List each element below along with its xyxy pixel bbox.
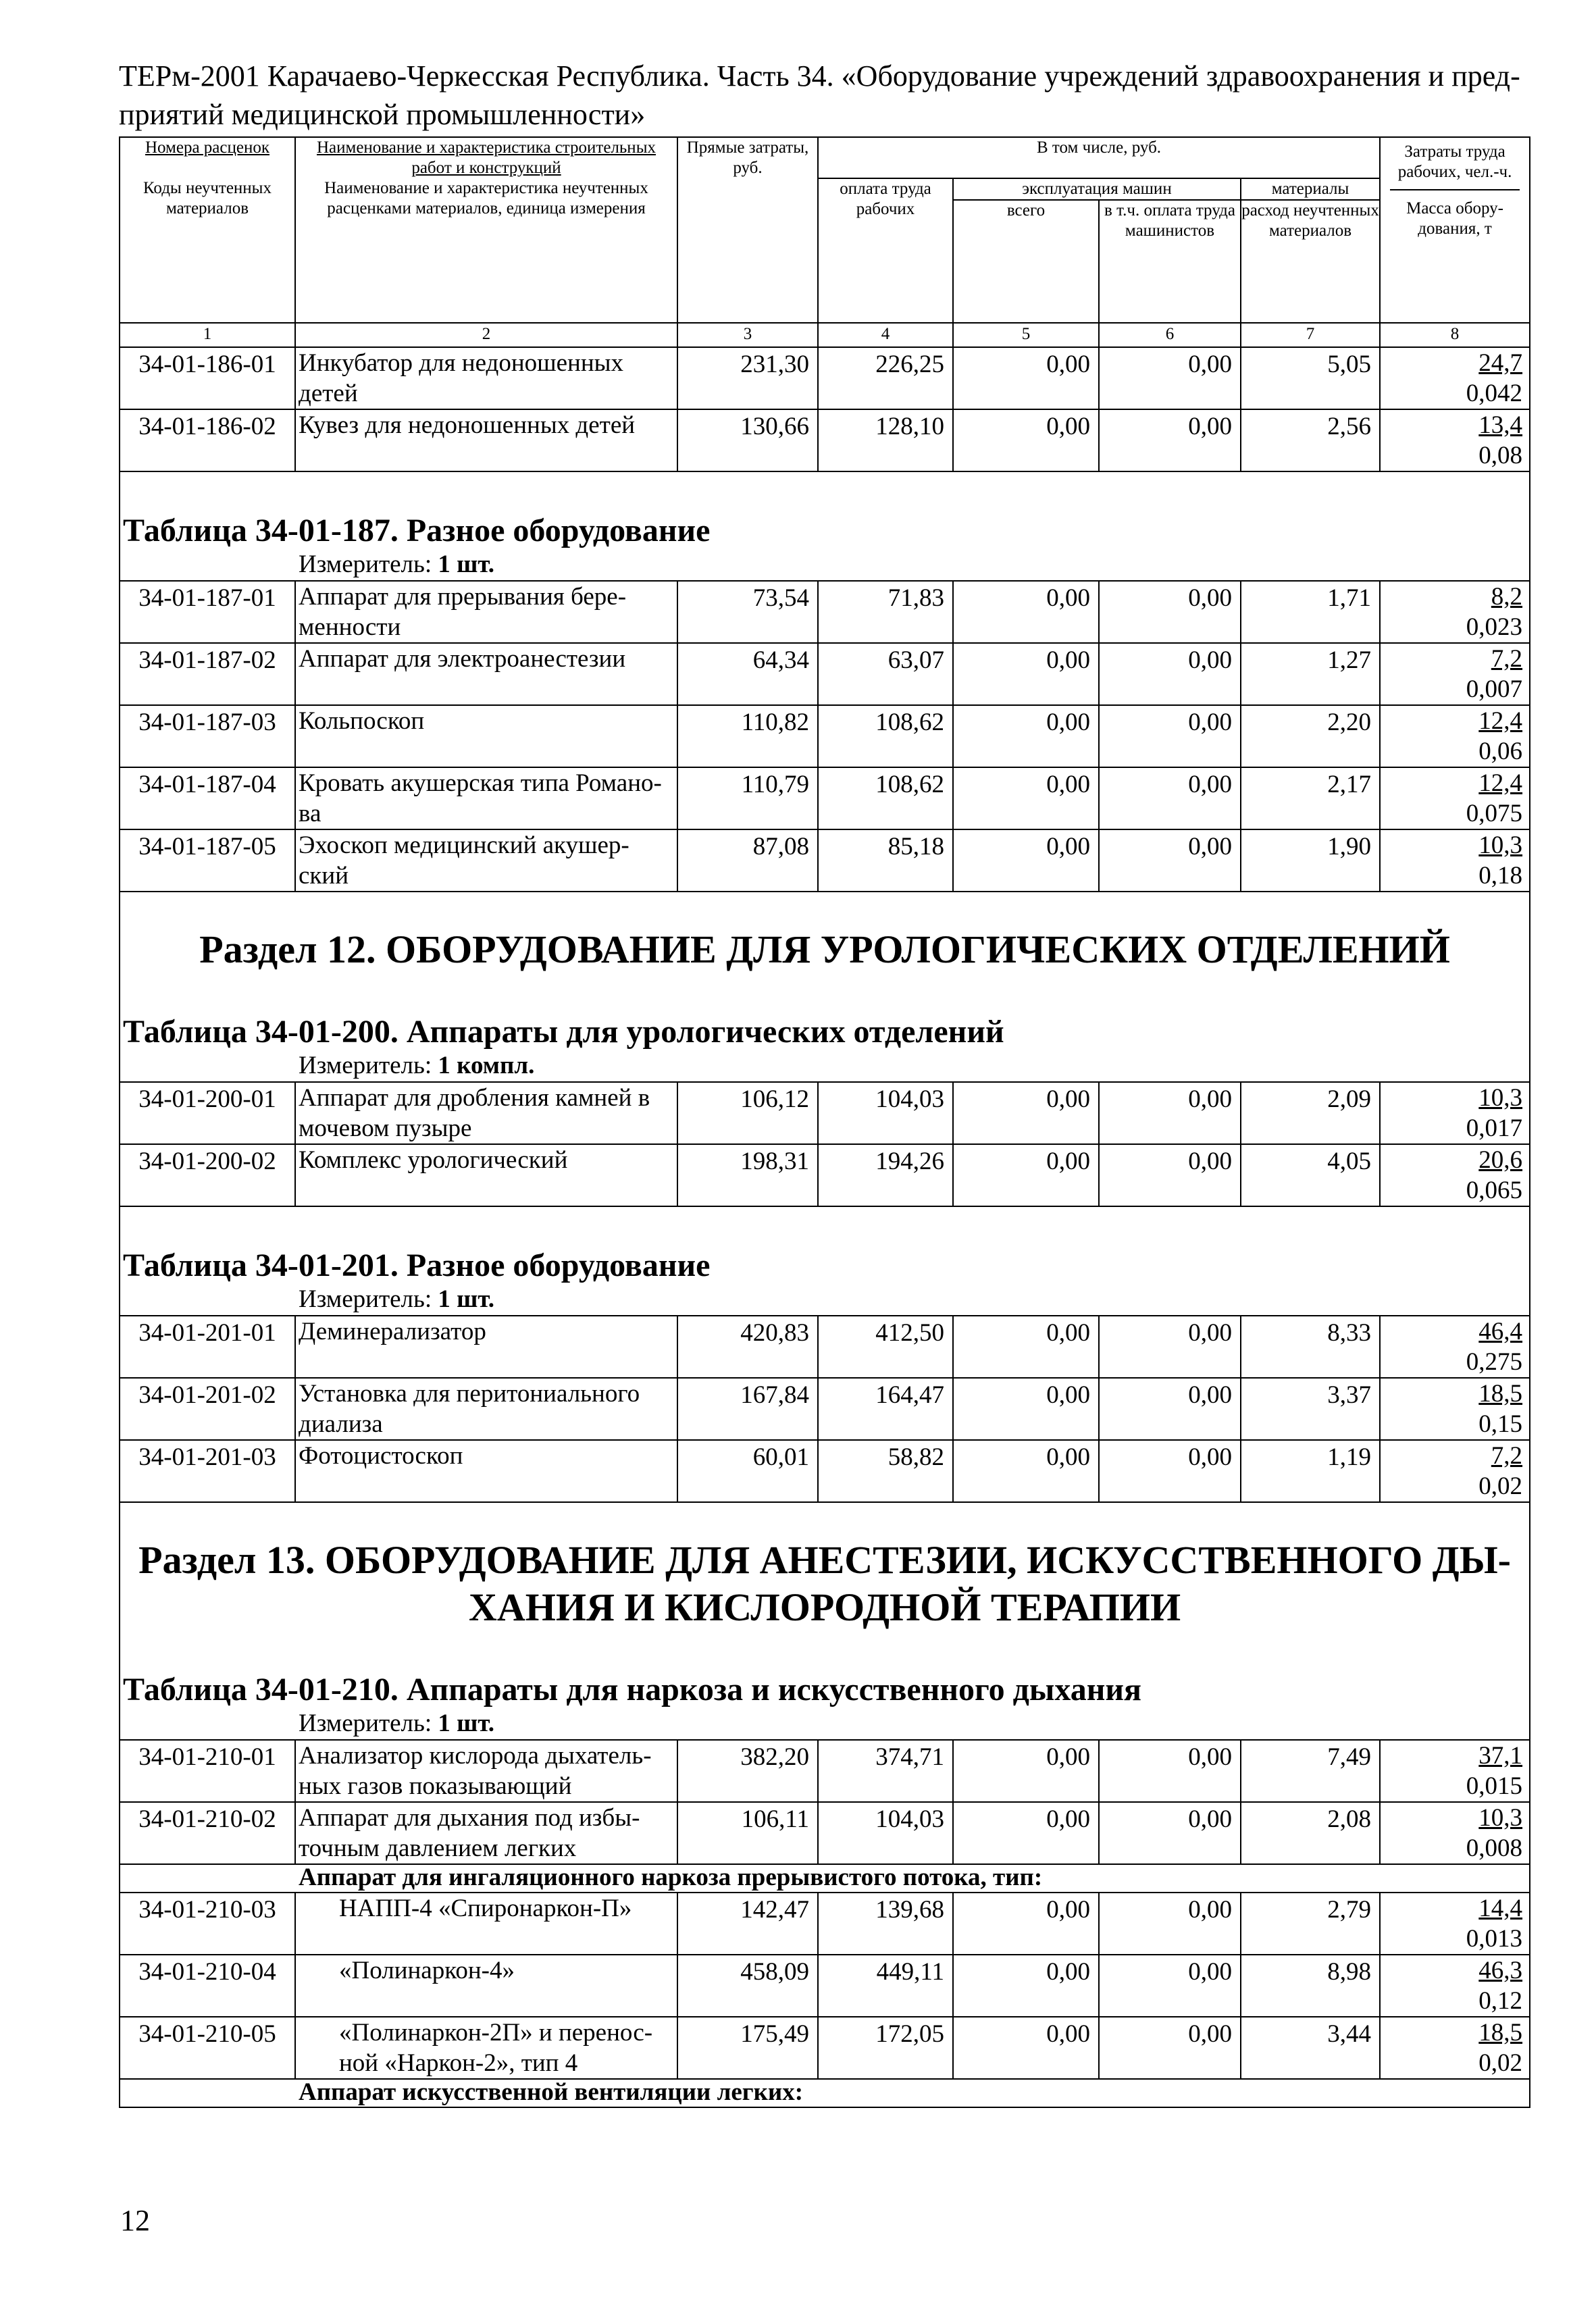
labor-pay: 172,05 xyxy=(818,2017,953,2079)
labor-mass-cell xyxy=(1380,829,1530,892)
labor-mass-cell xyxy=(1380,643,1530,705)
labor-costs: 20,6 xyxy=(1478,1146,1523,1174)
labor-pay: 108,62 xyxy=(818,767,953,829)
column-number: 7 xyxy=(1241,323,1380,347)
machine-labor: 0,00 xyxy=(1099,1740,1241,1802)
machine-labor: 0,00 xyxy=(1099,767,1241,829)
machine-labor: 0,00 xyxy=(1099,1955,1241,2017)
section-title-cell xyxy=(120,892,1530,973)
labor-costs: 18,5 xyxy=(1478,2019,1523,2047)
labor-pay: 164,47 xyxy=(818,1378,953,1440)
rate-code: 34-01-187-05 xyxy=(120,829,295,892)
labor-pay: 374,71 xyxy=(818,1740,953,1802)
column-number: 5 xyxy=(953,323,1099,347)
labor-pay: 194,26 xyxy=(818,1144,953,1206)
equipment-mass: 0,02 xyxy=(1478,2049,1523,2077)
equipment-mass: 0,075 xyxy=(1466,800,1523,827)
machine-total: 0,00 xyxy=(953,829,1099,892)
materials: 1,71 xyxy=(1241,581,1380,643)
machine-labor: 0,00 xyxy=(1099,347,1241,409)
table-title: Таблица 34-01-187. Разное оборудование xyxy=(123,513,711,548)
table-row xyxy=(120,1740,1530,1802)
labor-mass-cell xyxy=(1380,409,1530,471)
table-row xyxy=(120,1378,1530,1440)
labor-costs: 24,7 xyxy=(1478,349,1523,377)
equipment-mass: 0,02 xyxy=(1478,1472,1523,1500)
machine-total: 0,00 xyxy=(953,581,1099,643)
rate-code: 34-01-200-02 xyxy=(120,1144,295,1206)
labor-pay: 449,11 xyxy=(818,1955,953,2017)
measure-unit xyxy=(120,550,1529,580)
direct-costs: 64,34 xyxy=(677,643,818,705)
work-name: Аппарат для прерывания бере- менности xyxy=(295,581,677,643)
table-row xyxy=(120,767,1530,829)
materials: 4,05 xyxy=(1241,1144,1380,1206)
direct-costs: 198,31 xyxy=(677,1144,818,1206)
labor-mass-cell xyxy=(1380,1144,1530,1206)
column-number: 8 xyxy=(1380,323,1530,347)
labor-pay: 226,25 xyxy=(818,347,953,409)
rate-code: 34-01-187-01 xyxy=(120,581,295,643)
column-number: 2 xyxy=(295,323,677,347)
direct-costs: 382,20 xyxy=(677,1740,818,1802)
labor-pay: 104,03 xyxy=(818,1082,953,1144)
work-name: Аппарат для дробления камней в мочевом пузыре xyxy=(295,1082,677,1144)
machine-labor: 0,00 xyxy=(1099,1440,1241,1502)
page-header xyxy=(119,57,1520,134)
materials: 5,05 xyxy=(1241,347,1380,409)
machine-total: 0,00 xyxy=(953,1082,1099,1144)
work-name: Фотоцистоскоп xyxy=(295,1440,677,1502)
machine-total: 0,00 xyxy=(953,409,1099,471)
work-name: НАПП-4 «Спиронаркон-П» xyxy=(295,1893,677,1955)
table-row xyxy=(120,1893,1530,1955)
materials: 2,08 xyxy=(1241,1802,1380,1864)
subheading: Аппарат искусственной вентиляции легких: xyxy=(299,2078,804,2106)
labor-costs: 8,2 xyxy=(1491,583,1523,611)
machine-labor: 0,00 xyxy=(1099,1316,1241,1378)
rate-code: 34-01-201-02 xyxy=(120,1378,295,1440)
header-machine-labor: в т.ч. оплата труда машинистов xyxy=(1099,200,1241,323)
machine-total: 0,00 xyxy=(953,1955,1099,2017)
table-row xyxy=(120,1144,1530,1206)
machine-labor: 0,00 xyxy=(1099,1082,1241,1144)
machine-total: 0,00 xyxy=(953,705,1099,767)
machine-total: 0,00 xyxy=(953,347,1099,409)
measure-label: Измеритель: xyxy=(299,1709,438,1737)
table-row xyxy=(120,1316,1530,1378)
column-number: 6 xyxy=(1099,323,1241,347)
header-labor-costs: Затраты труда рабочих, чел.-ч. xyxy=(1390,138,1520,190)
labor-pay: 139,68 xyxy=(818,1893,953,1955)
materials: 8,33 xyxy=(1241,1316,1380,1378)
labor-mass-cell xyxy=(1380,1082,1530,1144)
machine-labor: 0,00 xyxy=(1099,829,1241,892)
machine-labor: 0,00 xyxy=(1099,1144,1241,1206)
direct-costs: 130,66 xyxy=(677,409,818,471)
labor-pay: 108,62 xyxy=(818,705,953,767)
labor-mass-cell xyxy=(1380,1740,1530,1802)
measure-label: Измеритель: xyxy=(299,550,438,578)
direct-costs: 106,12 xyxy=(677,1082,818,1144)
materials: 7,49 xyxy=(1241,1740,1380,1802)
table-title-row xyxy=(120,973,1530,1082)
table-title: Таблица 34-01-200. Аппараты для урологических отделений xyxy=(123,1014,1004,1050)
machine-total: 0,00 xyxy=(953,1378,1099,1440)
column-number: 4 xyxy=(818,323,953,347)
column-number: 3 xyxy=(677,323,818,347)
header-direct-costs: Прямые затраты, руб. xyxy=(677,137,818,323)
table-row xyxy=(120,1802,1530,1864)
header-material-codes: Коды неучтенных материалов xyxy=(120,178,295,323)
measure-value: 1 шт. xyxy=(438,1285,495,1313)
rate-code: 34-01-187-04 xyxy=(120,767,295,829)
direct-costs: 175,49 xyxy=(677,2017,818,2079)
table-title: Таблица 34-01-210. Аппараты для наркоза и искусственного дыхания xyxy=(123,1672,1142,1707)
labor-costs: 18,5 xyxy=(1478,1380,1523,1408)
header-machine-total: всего xyxy=(953,200,1099,323)
equipment-mass: 0,12 xyxy=(1478,1987,1523,2015)
materials: 3,37 xyxy=(1241,1378,1380,1440)
section-title-row xyxy=(120,1502,1530,1631)
machine-total: 0,00 xyxy=(953,1144,1099,1206)
equipment-mass: 0,017 xyxy=(1466,1114,1523,1142)
materials: 8,98 xyxy=(1241,1955,1380,2017)
machine-labor: 0,00 xyxy=(1099,1802,1241,1864)
labor-costs: 46,3 xyxy=(1478,1957,1523,1984)
equipment-mass: 0,15 xyxy=(1478,1410,1523,1438)
machine-labor: 0,00 xyxy=(1099,581,1241,643)
labor-mass-cell xyxy=(1380,1893,1530,1955)
measure-value: 1 шт. xyxy=(438,550,495,578)
section-title: Раздел 13. ОБОРУДОВАНИЕ ДЛЯ АНЕСТЕЗИИ, ИСКУССТВЕННОГО ДЫ- ХАНИЯ И КИСЛОРОДНОЙ ТЕРАПИИ xyxy=(138,1538,1511,1629)
direct-costs: 60,01 xyxy=(677,1440,818,1502)
rate-code: 34-01-210-01 xyxy=(120,1740,295,1802)
measure-unit xyxy=(120,1709,1529,1739)
materials: 2,79 xyxy=(1241,1893,1380,1955)
labor-costs: 7,2 xyxy=(1491,1442,1523,1470)
materials: 2,20 xyxy=(1241,705,1380,767)
materials: 1,90 xyxy=(1241,829,1380,892)
rates-table xyxy=(119,136,1530,2108)
labor-pay: 104,03 xyxy=(818,1802,953,1864)
equipment-mass: 0,013 xyxy=(1466,1925,1523,1953)
machine-labor: 0,00 xyxy=(1099,705,1241,767)
direct-costs: 458,09 xyxy=(677,1955,818,2017)
work-name: Кувез для недоношенных детей xyxy=(295,409,677,471)
labor-costs: 37,1 xyxy=(1478,1742,1523,1770)
machine-total: 0,00 xyxy=(953,1893,1099,1955)
direct-costs: 231,30 xyxy=(677,347,818,409)
table-title-cell xyxy=(120,1631,1530,1740)
labor-costs: 12,4 xyxy=(1478,769,1523,797)
machine-total: 0,00 xyxy=(953,1740,1099,1802)
work-name: Анализатор кислорода дыхатель- ных газов показывающий xyxy=(295,1740,677,1802)
table-row xyxy=(120,2017,1530,2079)
equipment-mass: 0,023 xyxy=(1466,613,1523,641)
materials: 1,19 xyxy=(1241,1440,1380,1502)
rate-code: 34-01-187-02 xyxy=(120,643,295,705)
rate-code: 34-01-210-02 xyxy=(120,1802,295,1864)
equipment-mass: 0,065 xyxy=(1466,1177,1523,1204)
labor-mass-cell xyxy=(1380,581,1530,643)
machine-labor: 0,00 xyxy=(1099,409,1241,471)
header-materials: материалы xyxy=(1241,178,1380,200)
materials: 3,44 xyxy=(1241,2017,1380,2079)
machine-total: 0,00 xyxy=(953,643,1099,705)
subheading-row xyxy=(120,2079,1530,2107)
labor-mass-cell xyxy=(1380,705,1530,767)
direct-costs: 106,11 xyxy=(677,1802,818,1864)
measure-value: 1 компл. xyxy=(438,1052,535,1079)
materials: 2,09 xyxy=(1241,1082,1380,1144)
column-number: 1 xyxy=(120,323,295,347)
equipment-mass: 0,007 xyxy=(1466,675,1523,703)
machine-total: 0,00 xyxy=(953,1316,1099,1378)
labor-costs: 10,3 xyxy=(1478,831,1523,859)
direct-costs: 73,54 xyxy=(677,581,818,643)
machine-labor: 0,00 xyxy=(1099,1378,1241,1440)
labor-mass-cell xyxy=(1380,347,1530,409)
labor-costs: 12,4 xyxy=(1478,707,1523,735)
labor-mass-cell xyxy=(1380,1955,1530,2017)
table-row xyxy=(120,581,1530,643)
materials: 2,56 xyxy=(1241,409,1380,471)
table-title-row xyxy=(120,471,1530,581)
labor-mass-cell xyxy=(1380,1802,1530,1864)
machine-total: 0,00 xyxy=(953,767,1099,829)
measure-label: Измеритель: xyxy=(299,1285,438,1313)
equipment-mass: 0,08 xyxy=(1478,442,1523,469)
subheading-cell xyxy=(120,2079,1530,2107)
column-numbers-row xyxy=(120,323,1530,347)
page-number: 12 xyxy=(120,2204,150,2237)
table-row xyxy=(120,1082,1530,1144)
section-title-cell xyxy=(120,1502,1530,1631)
work-name: «Полинаркон-4» xyxy=(295,1955,677,2017)
labor-costs: 10,3 xyxy=(1478,1804,1523,1832)
header-material-name: Наименование и характеристика неучтенных расценками материалов, единица измерения xyxy=(295,178,677,323)
table-title: Таблица 34-01-201. Разное оборудование xyxy=(123,1248,711,1283)
labor-mass-cell xyxy=(1380,1440,1530,1502)
equipment-mass: 0,042 xyxy=(1466,380,1523,407)
machine-total: 0,00 xyxy=(953,1440,1099,1502)
equipment-mass: 0,18 xyxy=(1478,862,1523,890)
rate-code: 34-01-187-03 xyxy=(120,705,295,767)
equipment-mass: 0,008 xyxy=(1466,1834,1523,1862)
equipment-mass: 0,015 xyxy=(1466,1772,1523,1800)
work-name: Кольпоскоп xyxy=(295,705,677,767)
header-equipment-mass: Масса обору-дования, т xyxy=(1406,199,1503,238)
rate-code: 34-01-200-01 xyxy=(120,1082,295,1144)
table-row xyxy=(120,705,1530,767)
header-work-name: Наименование и характеристика строительных работ и конструкций xyxy=(295,137,677,178)
machine-labor: 0,00 xyxy=(1099,643,1241,705)
subheading: Аппарат для ингаляционного наркоза прерывистого потока, тип: xyxy=(299,1863,1043,1891)
header-including: В том числе, руб. xyxy=(818,137,1380,178)
subheading-cell xyxy=(120,1864,1530,1893)
direct-costs: 420,83 xyxy=(677,1316,818,1378)
machine-labor: 0,00 xyxy=(1099,1893,1241,1955)
equipment-mass: 0,275 xyxy=(1466,1348,1523,1376)
labor-mass-cell xyxy=(1380,1378,1530,1440)
direct-costs: 110,79 xyxy=(677,767,818,829)
labor-pay: 85,18 xyxy=(818,829,953,892)
table-row xyxy=(120,643,1530,705)
direct-costs: 142,47 xyxy=(677,1893,818,1955)
work-name: Аппарат для электроанестезии xyxy=(295,643,677,705)
table-row xyxy=(120,829,1530,892)
page-header-line-2: приятий медицинской промышленности» xyxy=(119,98,646,131)
rate-code: 34-01-210-04 xyxy=(120,1955,295,2017)
work-name: Эхоскоп медицинский акушер- ский xyxy=(295,829,677,892)
measure-value: 1 шт. xyxy=(438,1709,495,1737)
work-name: Установка для перитониального диализа xyxy=(295,1378,677,1440)
measure-label: Измеритель: xyxy=(299,1052,438,1079)
table-row xyxy=(120,409,1530,471)
rate-code: 34-01-201-01 xyxy=(120,1316,295,1378)
table-title-cell xyxy=(120,1206,1530,1316)
labor-pay: 63,07 xyxy=(818,643,953,705)
labor-pay: 128,10 xyxy=(818,409,953,471)
table-title-row xyxy=(120,1631,1530,1740)
labor-mass-cell xyxy=(1380,2017,1530,2079)
machine-labor: 0,00 xyxy=(1099,2017,1241,2079)
measure-unit xyxy=(120,1052,1529,1081)
work-name: Кровать акушерская типа Романо- ва xyxy=(295,767,677,829)
work-name: «Полинаркон-2П» и перенос- ной «Наркон-2», тип 4 xyxy=(295,2017,677,2079)
rate-code: 34-01-201-03 xyxy=(120,1440,295,1502)
labor-costs: 7,2 xyxy=(1491,645,1523,673)
section-title: Раздел 12. ОБОРУДОВАНИЕ ДЛЯ УРОЛОГИЧЕСКИХ ОТДЕЛЕНИЙ xyxy=(199,927,1450,971)
work-name: Аппарат для дыхания под избы- точным давлением легких xyxy=(295,1802,677,1864)
page-header-line-1: ТЕРм-2001 Карачаево-Черкесская Республика. Часть 34. «Оборудование учреждений здравоохранения и пред- xyxy=(119,59,1520,93)
labor-pay: 58,82 xyxy=(818,1440,953,1502)
direct-costs: 167,84 xyxy=(677,1378,818,1440)
machine-total: 0,00 xyxy=(953,2017,1099,2079)
subheading-row xyxy=(120,1864,1530,1893)
rate-code: 34-01-186-02 xyxy=(120,409,295,471)
labor-costs: 14,4 xyxy=(1478,1895,1523,1922)
measure-unit xyxy=(120,1285,1529,1315)
machine-total: 0,00 xyxy=(953,1802,1099,1864)
header-rate-numbers: Номера расценок xyxy=(120,137,295,178)
labor-pay: 71,83 xyxy=(818,581,953,643)
direct-costs: 87,08 xyxy=(677,829,818,892)
labor-pay: 412,50 xyxy=(818,1316,953,1378)
materials: 2,17 xyxy=(1241,767,1380,829)
labor-mass-cell xyxy=(1380,1316,1530,1378)
labor-costs: 13,4 xyxy=(1478,411,1523,439)
labor-mass-cell xyxy=(1380,767,1530,829)
labor-costs: 46,4 xyxy=(1478,1318,1523,1345)
materials: 1,27 xyxy=(1241,643,1380,705)
work-name: Инкубатор для недоношенных детей xyxy=(295,347,677,409)
rate-code: 34-01-210-05 xyxy=(120,2017,295,2079)
table-title-cell xyxy=(120,471,1530,581)
rate-code: 34-01-210-03 xyxy=(120,1893,295,1955)
section-title-row xyxy=(120,892,1530,973)
work-name: Деминерализатор xyxy=(295,1316,677,1378)
work-name: Комплекс урологический xyxy=(295,1144,677,1206)
labor-costs: 10,3 xyxy=(1478,1084,1523,1112)
header-materials-consumption: расход неучтенных материалов xyxy=(1241,200,1380,323)
header-labor-pay: оплата труда рабочих xyxy=(818,178,953,323)
table-row xyxy=(120,1440,1530,1502)
header-labor-mass xyxy=(1380,137,1530,323)
table-row xyxy=(120,347,1530,409)
table-row xyxy=(120,1955,1530,2017)
header-machine-operation: эксплуатация машин xyxy=(953,178,1241,200)
equipment-mass: 0,06 xyxy=(1478,738,1523,765)
table-title-cell xyxy=(120,973,1530,1082)
table-title-row xyxy=(120,1206,1530,1316)
rate-code: 34-01-186-01 xyxy=(120,347,295,409)
direct-costs: 110,82 xyxy=(677,705,818,767)
